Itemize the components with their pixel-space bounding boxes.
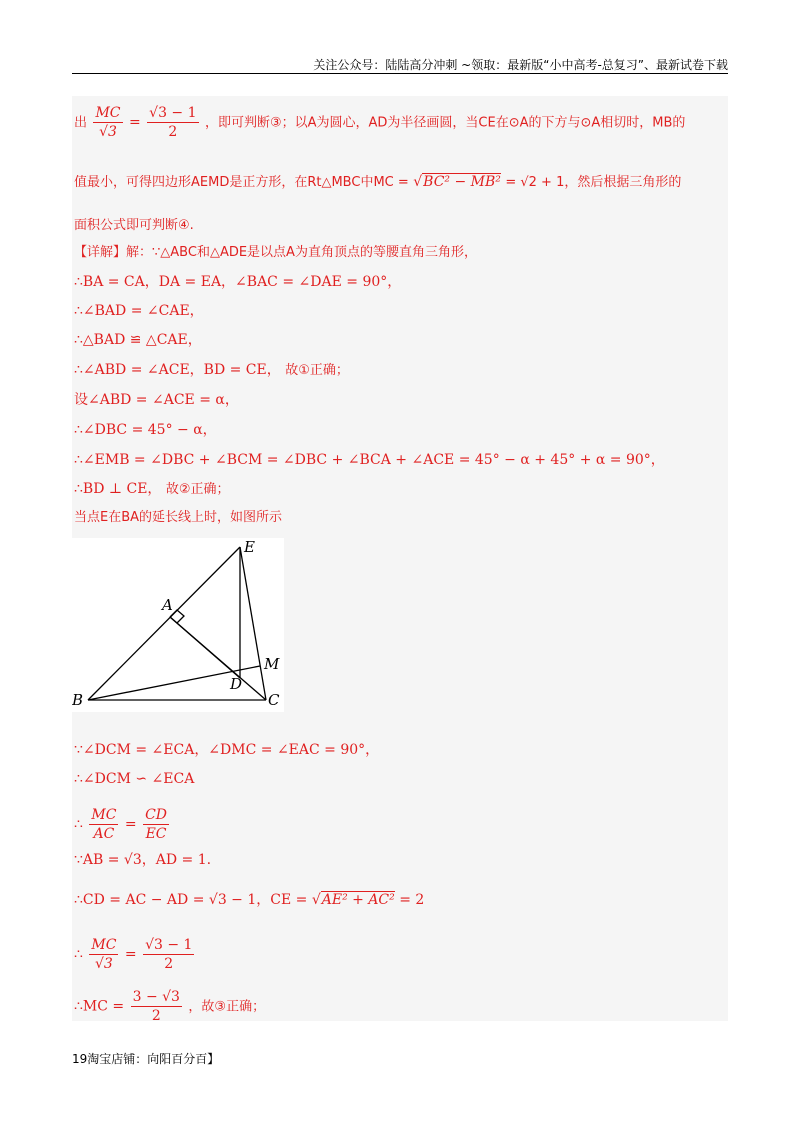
geometry-diagram xyxy=(72,538,284,712)
fraction: $\frac{√3 - 1}{2}$ xyxy=(149,105,197,140)
page-header: 关注公众号：陆陆高分冲刺 ~领取：最新版“小中高考-总复习”、最新试卷下载 xyxy=(313,58,728,72)
label-C: C xyxy=(268,691,280,709)
detail-line-2: ∴∠BAD = ∠CAE， xyxy=(74,303,204,319)
label-A: A xyxy=(162,596,173,614)
after-line-5: ∴CD = AC − AD = √3 − 1，CE = √AE² + AC² = 2 xyxy=(74,892,425,908)
fraction: $\frac{√3 - 1}{2}$ xyxy=(145,937,193,972)
intro-line-2 xyxy=(74,172,681,193)
detail-label: 【详解】 xyxy=(74,245,127,260)
intro-text: ，即可判断③；以A为圆心，AD为半径画圆，当CE在⊙A的下方与⊙A相切时，MB的 xyxy=(204,115,686,131)
detail-line-1: ∴BA = CA，DA = EA，∠BAC = ∠DAE = 90°， xyxy=(74,274,402,290)
after-line-3: ∴ $\frac{MC}{AC}$ = $\frac{CD}{EC}$ xyxy=(74,807,167,842)
fraction: $\frac{3 - √3}{2}$ xyxy=(132,989,180,1024)
label-E: E xyxy=(244,538,255,556)
detail-line-6: ∴∠DBC = 45° − α， xyxy=(74,422,217,438)
fraction: $\frac{MC}{√3}$ xyxy=(95,105,121,140)
intro-text: 出 xyxy=(74,115,88,131)
header-rule xyxy=(72,73,728,74)
intro-line-3: 面积公式即可判断④. xyxy=(74,218,194,233)
intro-text: = √2 + 1，然后根据三角形的 xyxy=(505,175,682,190)
sqrt-expression: √AE² + AC² xyxy=(311,892,395,908)
after-line-7: ∴MC = $\frac{3 - √3}{2}$ ，故③正确； xyxy=(74,989,266,1024)
intro-text: 值最小，可得四边形AEMD是正方形，在Rt△MBC中MC = xyxy=(74,175,409,190)
page-footer: 19淘宝店铺：向阳百分百】 xyxy=(72,1052,220,1066)
equals: = xyxy=(128,114,141,131)
fraction: $\frac{MC}{AC}$ xyxy=(91,807,117,842)
label-B: B xyxy=(72,691,84,709)
detail-line-5: 设∠ABD = ∠ACE = α， xyxy=(74,392,239,408)
label-M: M xyxy=(264,655,280,673)
segment-AD xyxy=(170,617,240,678)
detail-line-9: 当点E在BA的延长线上时，如图所示 xyxy=(74,510,283,525)
label-D: D xyxy=(230,675,243,693)
after-line-2: ∴∠DCM ∽ ∠ECA xyxy=(74,771,195,787)
after-line-4: ∵AB = √3，AD = 1. xyxy=(74,852,212,868)
fraction: $\frac{MC}{√3}$ xyxy=(91,937,117,972)
detail-line-3: ∴△BAD ≌ △CAE， xyxy=(74,332,202,348)
detail-line-0: 【详解】解：∵△ABC和△ADE是以点A为直角顶点的等腰直角三角形， xyxy=(74,245,477,260)
detail-line-7: ∴∠EMB = ∠DBC + ∠BCM = ∠DBC + ∠BCA + ∠ACE = 45° − α + 45° + α = 90°， xyxy=(74,452,665,468)
detail-line-8: ∴BD ⊥ CE， 故②正确； xyxy=(74,481,230,497)
segment-BE xyxy=(88,547,243,700)
after-line-1: ∵∠DCM = ∠ECA，∠DMC = ∠EAC = 90°， xyxy=(74,742,380,758)
detail-line-4: ∴∠ABD = ∠ACE，BD = CE， 故①正确； xyxy=(74,362,349,378)
intro-line-1 xyxy=(74,104,685,141)
sqrt-expression: √BC² − MB² xyxy=(413,174,501,190)
segment-EC xyxy=(240,547,266,700)
geometry-figure xyxy=(72,538,284,712)
after-line-6: ∴ $\frac{MC}{√3}$ = $\frac{√3 - 1}{2}$ xyxy=(74,937,193,972)
fraction: $\frac{CD}{EC}$ xyxy=(145,807,167,842)
